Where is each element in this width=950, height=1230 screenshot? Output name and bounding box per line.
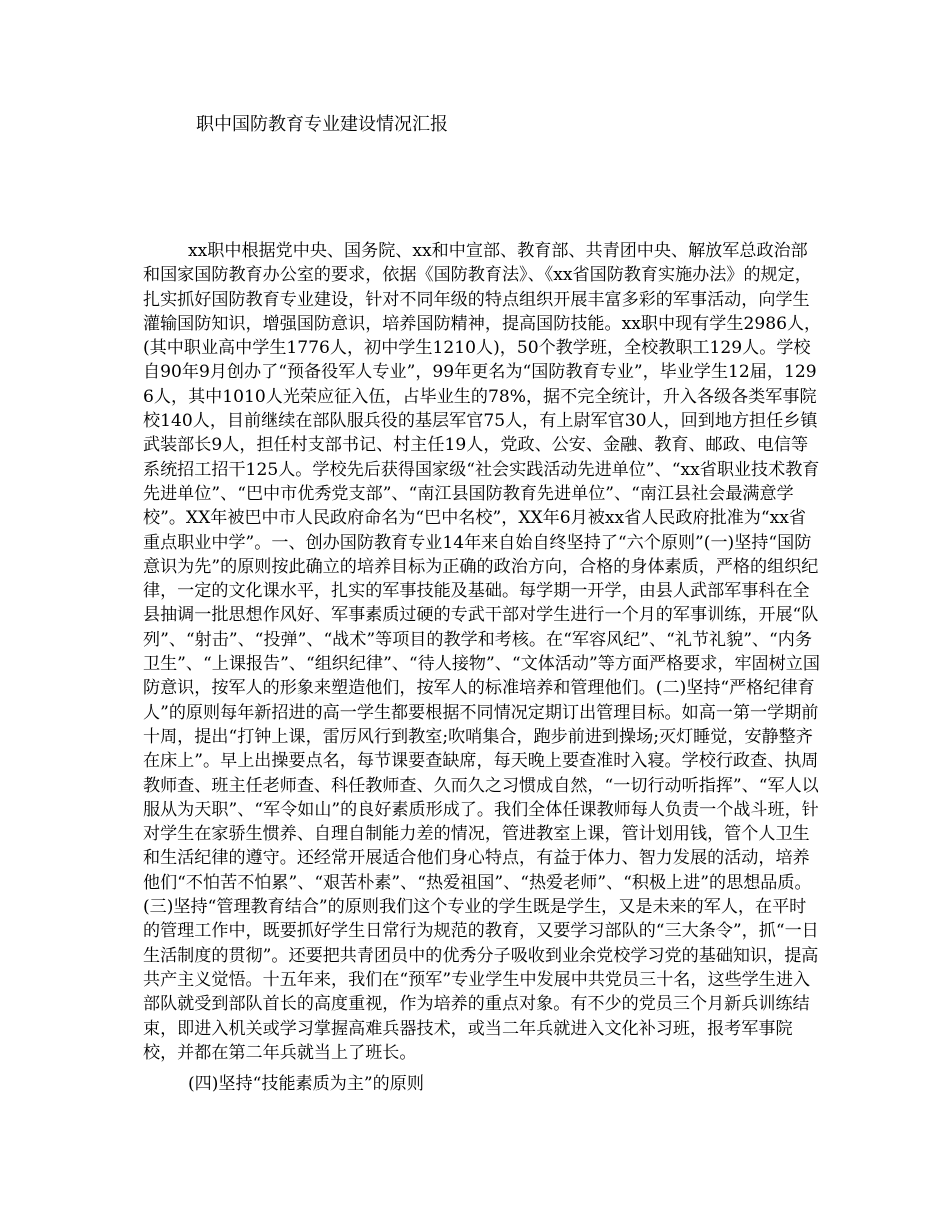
body-paragraph: xx职中根据党中央、国务院、xx和中宣部、教育部、共青团中央、解放军总政治部和国家国防教育办公室的要求，依据《国防教育法》、《xx省国防教育实施办法》的规定，扎实抓好国防教育专业建设，针对不同年级的特点组织开展丰富多彩的军事活动，向学生灌输国防知识，增强国防意识，培养国防精神，提高国防技能。xx职中现有学生2986人，(其中职业高中学生1776人，初中学生1210人)，50个教学班，全校教职工129人。学校自90年9月创办了“预备役军人专业”，99年更名为“国防教育专业”，毕业学生12届，1296人，其中1010人光荣应征入伍，占毕业生的78%，据不完全统计，升入各级各类军事院校140人，目前继续在部队服兵役的基层军官75人，有上尉军官30人，回到地方担任乡镇武装部长9人，担任村支部书记、村主任19人，党政、公安、金融、教育、邮政、电信等系统招工招干125人。学校先后获得国家级“社会实践活动先进单位”、“xx省职业技术教育先进单位”、“巴中市优秀党支部”、“南江县国防教育先进单位”、“南江县社会最满意学校”。XX年被巴中市人民政府命名为“巴中名校”，XX年6月被xx省人民政府批准为“xx省重点职业中学”。一、创办国防教育专业14年来自始自终坚持了“六个原则”(一)坚持“国防意识为先”的原则按此确立的培养目标为正确的政治方向，合格的身体素质，严格的组织纪律，一定的文化课水平，扎实的军事技能及基础。每学期一开学，由县人武部军事科在全县抽调一批思想作风好、军事素质过硬的专武干部对学生进行一个月的军事训练，开展“队列”、“射击”、“投弹”、“战术”等项目的教学和考核。在“军容风纪”、“礼节礼貌”、“内务卫生”、“上课报告”、“组织纪律”、“待人接物”、“文体活动”等方面严格要求，牢固树立国防意识，按军人的形象来塑造他们，按军人的标准培养和管理他们。(二)坚持“严格纪律育人”的原则每年新招进的高一学生都要根据不同情况定期订出管理目标。如高一第一学期前十周，提出“打钟上课，雷厉风行到教室;吹哨集合，跑步前进到操场;灭灯睡觉，安静整齐在床上”。早上出操要点名，每节课要查缺席，每天晚上要查准时入寝。学校行政查、执周教师查、班主任老师查、科任教师查、久而久之习惯成自然，“一切行动听指挥”、“军人以服从为天职”、“军令如山”的良好素质形成了。我们全体任课教师每人负责一个战斗班，针对学生在家骄生惯养、自理自制能力差的情况，管进教室上课，管计划用钱，管个人卫生和生活纪律的遵守。还经常开展适合他们身心特点，有益于体力、智力发展的活动，培养他们“不怕苦不怕累”、“艰苦朴素”、“热爱祖国”、“热爱老师”、“积极上进”的思想品质。(三)坚持“管理教育结合”的原则我们这个专业的学生既是学生，又是未来的军人，在平时的管理工作中，既要抓好学生日常行为规范的教育，又要学习部队的“三大条令”，抓“一日生活制度的贯彻”。还要把共青团员中的优秀分子吸收到业余党校学习党的基础知识，提高共产主义觉悟。十五年来，我们在“预军”专业学生中发展中共党员三十名，这些学生进入部队就受到部队首长的高度重视，作为培养的重点对象。有不少的党员三个月新兵训练结束，即进入机关或学习掌握高难兵器技术，或当二年兵就进入文化补习班，报考军事院校，并都在第二年兵就当上了班长。: [143, 241, 822, 1063]
document-title: 职中国防教育专业建设情况汇报: [196, 114, 448, 135]
section-heading: (四)坚持“技能素质为主”的原则: [188, 1074, 424, 1094]
